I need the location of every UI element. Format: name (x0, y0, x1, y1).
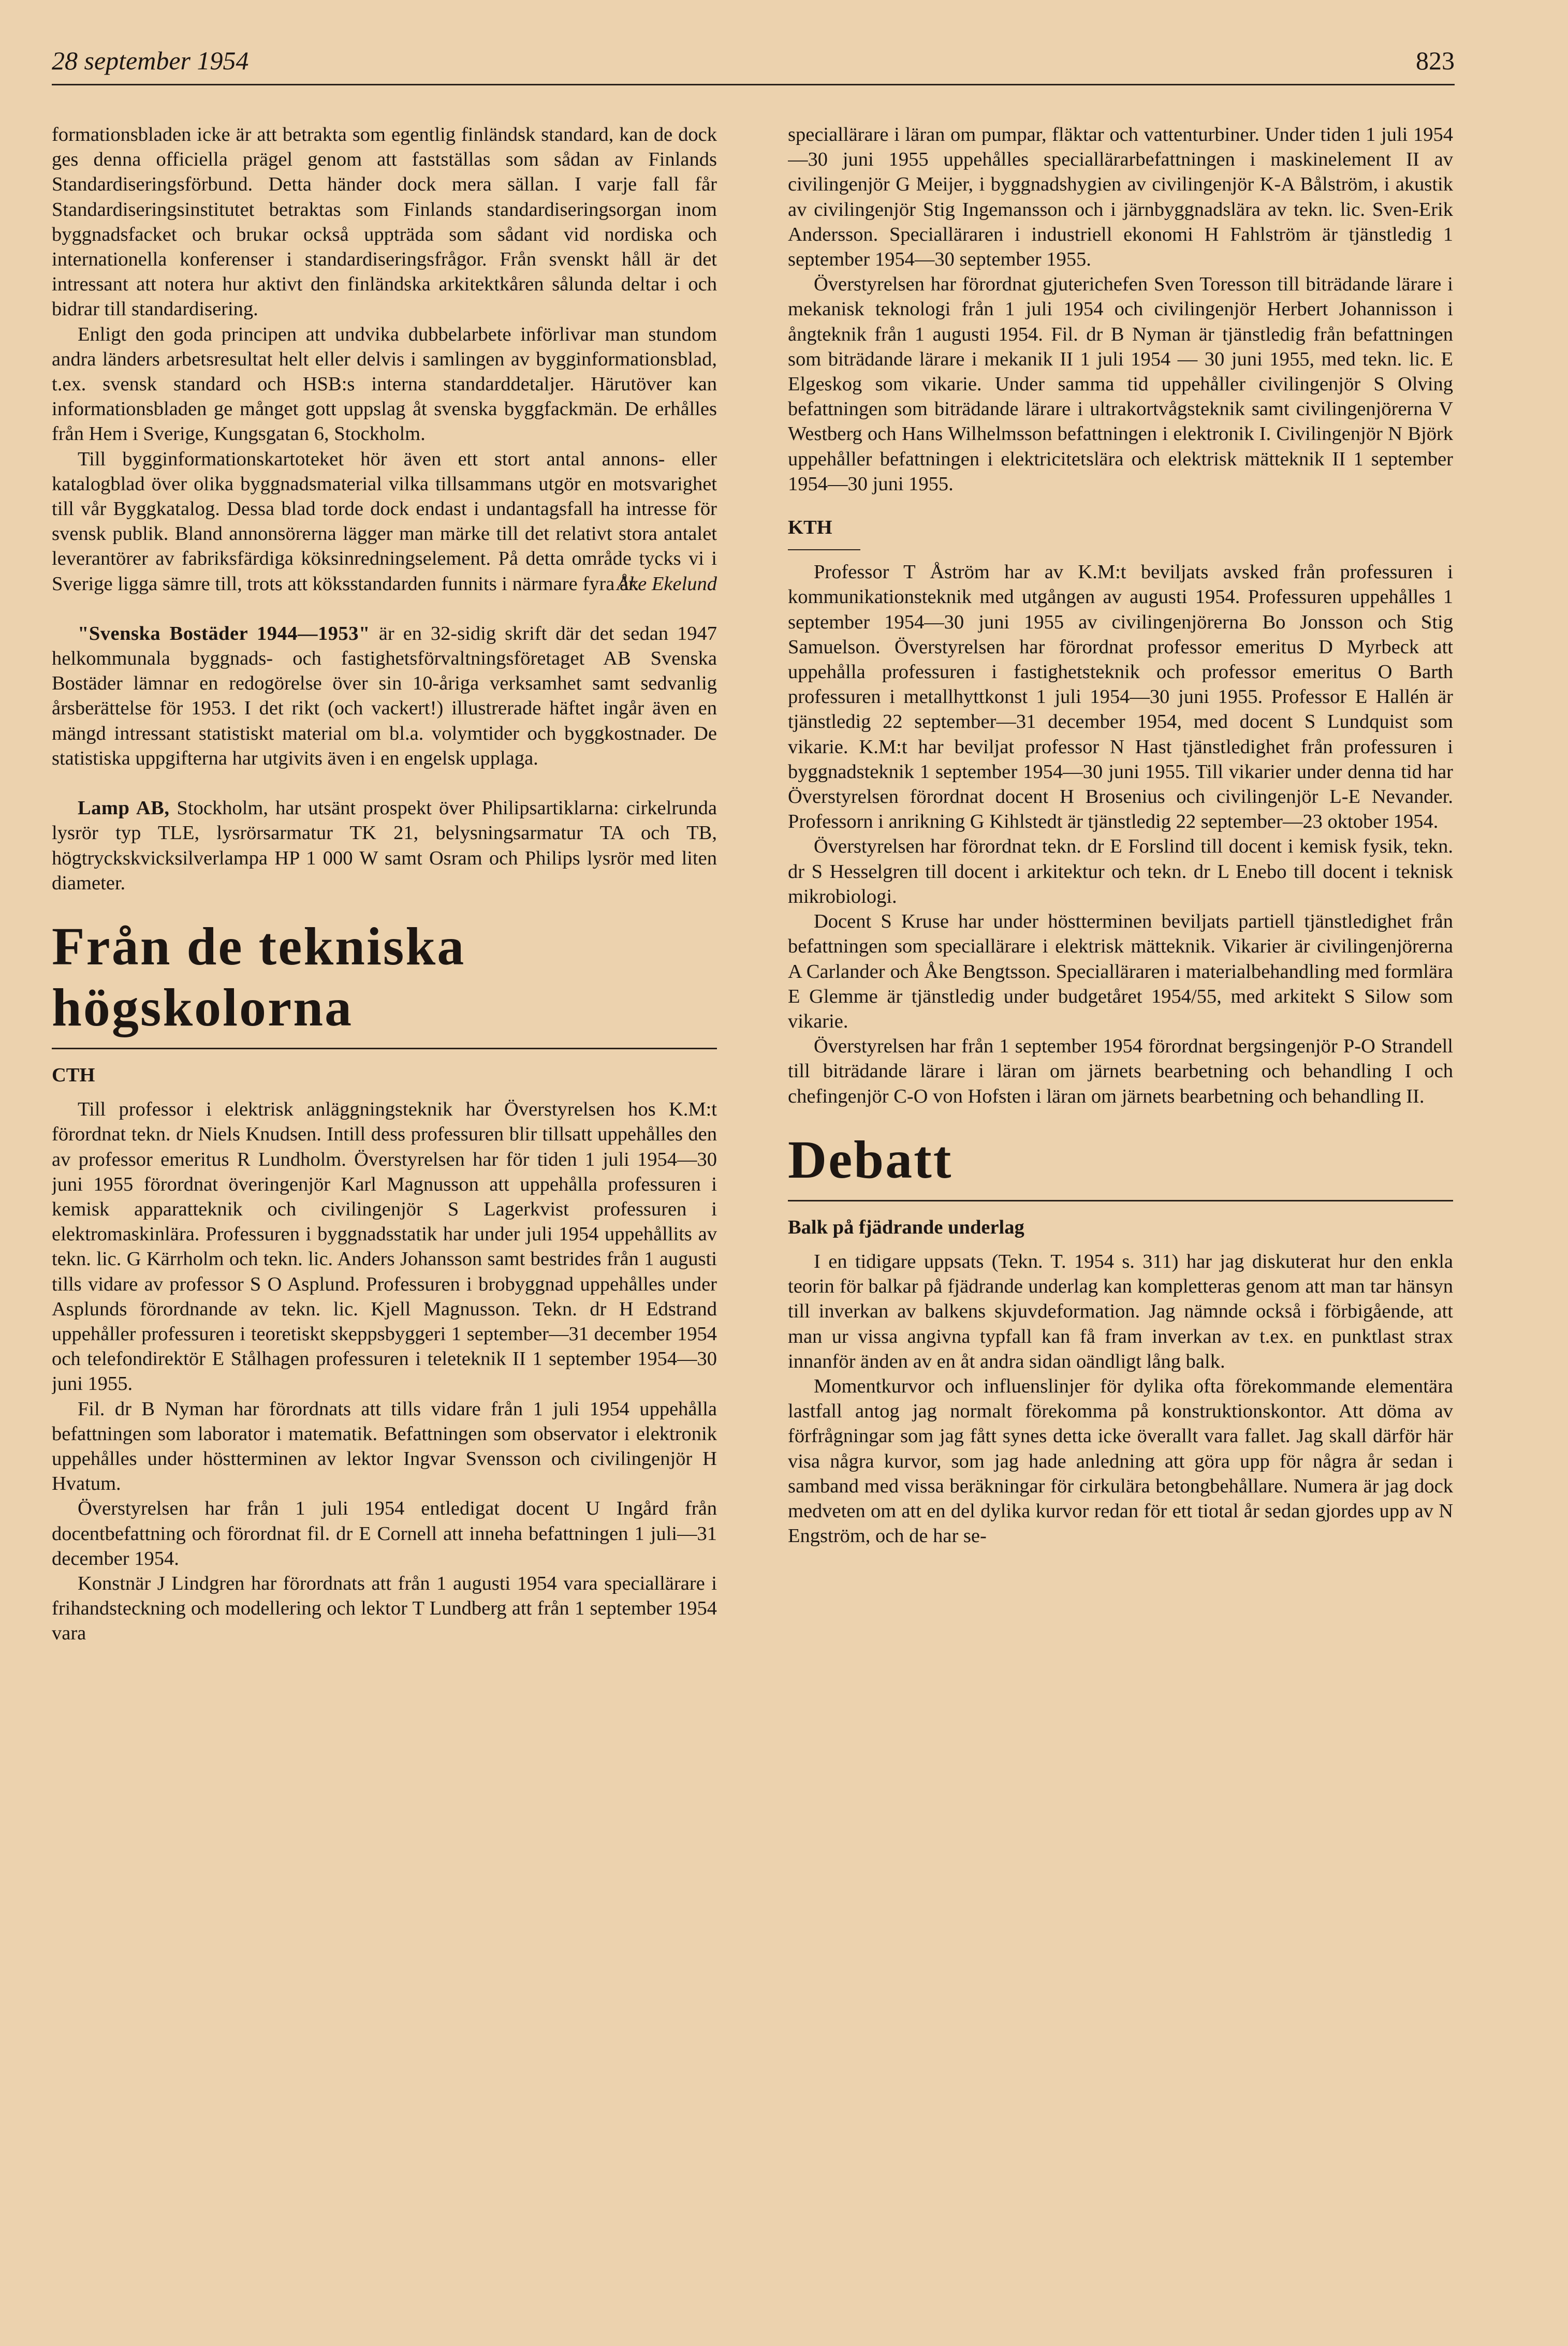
paragraph: Överstyrelsen har från 1 juli 1954 entledigat docent U Ingård från docentbefattning och förordnat fil. dr E Cornell att inneha befattningen 1 juli—31 december 1954. (52, 1498, 717, 1570)
subhead-balk: Balk på fjädrande underlag (788, 1216, 1024, 1238)
section-title-hogskolorna: Från de tekniska högskolorna (52, 916, 466, 1037)
section-title-debatt: Debatt (788, 1130, 953, 1190)
paragraph: Fil. dr B Nyman har förordnats att tills vidare från 1 juli 1954 uppehålla befattningen som laborator i matematik. Befattningen som observator i elektronik uppehålles under höstterminen av lektor Ingvar Svensson och civilingenjör H Hvatum. (52, 1398, 717, 1495)
run-in-title: Lamp AB, (78, 797, 170, 819)
paragraph-text: är en 32-sidig skrift där det sedan 1947 helkommunala byggnads- och fastighetsförvaltningsföretaget AB Svenska Bostäder lämnar en redogörelse över sin 10-åriga verksamhet samt sedvanlig årsberättelse för 1953. I det rikt (och vackert!) illustrerade häftet ingår även en mängd intressant statistiskt material om bl.a. volymtider och byggkostnader. De statistiska uppgifterna har utgivits även i en engelsk upplaga. (52, 622, 717, 769)
left-column (52, 122, 717, 2296)
paragraph: Momentkurvor och influenslinjer för dylika ofta förekommande elementära lastfall antog jag normalt förekomma på konstruktionskontor. Att döma av förfrågningar som jag fått synes detta icke överallt vara fallet. Jag skall därför här visa några kurvor, som jag hade anledning att göra upp för några år sedan i samband med vissa beräkningar för cirkulära betongbehållare. Numera är jag dock medveten om att en del dylika kurvor redan för ett tiotal år sedan gjordes upp av N Engström, och de har se- (788, 1375, 1453, 1547)
paragraph: Konstnär J Lindgren har förordnats att från 1 augusti 1954 vara speciallärare i frihandsteckning och modellering och lektor T Lundberg att från 1 september 1954 vara (52, 1572, 717, 1645)
paragraph: Enligt den goda principen att undvika dubbelarbete införlivar man stundom andra länders arbetsresultat helt eller delvis i samlingen av bygginformationsblad, t.ex. svensk standard och HSB:s interna standarddetaljer. Härutöver kan informationsbladen ge månget gott uppslag åt svenska byggfackmän. De erhålles från Hem i Sverige, Kungsgatan 6, Stockholm. (52, 323, 717, 445)
subhead-kth: KTH (788, 517, 832, 539)
paragraph: Överstyrelsen har förordnat tekn. dr E Forslind till docent i kemisk fysik, tekn. dr S Hesselgren till docent i arkitektur och tekn. dr L Enebo till docent i teknisk mikrobiologi. (788, 835, 1453, 907)
section-rule (52, 1048, 717, 1049)
issue-date: 28 september 1954 (52, 46, 249, 75)
paragraph: Till bygginformationskartoteket hör även ett stort antal annons- eller katalogblad över olika byggnadsmaterial vilka tillsammans utgör en motsvarighet till vår Byggkatalog. Dessa blad torde dock endast i undantagsfall ha intresse för svensk publik. Bland annonsörerna lägger man märke till det relativt stora antalet leverantörer av fabriksfärdiga köksinredningselement. På detta område tycks vi i Sverige ligga sämre till, trots att köksstandarden funnits i närmare fyra år. (52, 448, 717, 595)
paragraph-text: Stockholm, har utsänt prospekt över Philipsartiklarna: cirkelrunda lysrör typ TLE, lysrörsarmatur TK 21, belysningsarmatur TA och TB, högtryckskvicksilverlampa HP 1 000 W samt Osram och Philips lysrör med liten diameter. (52, 797, 717, 894)
paragraph-lamp-ab (52, 796, 717, 896)
paragraph: I en tidigare uppsats (Tekn. T. 1954 s. 311) har jag diskuterat hur den enkla teorin för balkar på fjädrande underlag kan kompletteras genom att man tar hänsyn till inverkan av balkens skjuvdeformation. Jag nämnde också i förbigående, att man ur vissa angivna typfall kan få fram inverkan av t.ex. en punktlast strax innanför änden av en åt andra sidan oändligt lång balk. (788, 1250, 1453, 1372)
run-in-title: "Svenska Bostäder 1944—1953" (78, 622, 370, 644)
signature: Åke Ekelund (617, 573, 717, 595)
paragraph: Till professor i elektrisk anläggningsteknik har Överstyrelsen hos K.M:t förordnat tekn. dr Niels Knudsen. Intill dess professuren blir tillsatt uppehålles den av professor emeritus R Lundholm. Överstyrelsen har för tiden 1 juli 1954—30 juni 1955 förordnat överingenjör Karl Magnusson att uppehålla professuren i kemisk apparatteknik och civilingenjör S Lagerkvist professuren i elektromaskinlära. Professuren i byggnadsstatik har under juli 1954 uppehållits av tekn. lic. G Kärrholm och tekn. lic. Anders Johansson samt bestrides från 1 augusti tills vidare av professor S O Asplund. Professuren i brobyggnad uppehålles under Asplunds förordnande av tekn. lic. Kjell Magnusson. Tekn. dr H Edstrand uppehåller professuren i teoretiskt skeppsbyggeri 1 september—31 december 1954 och telefondirektör E Stålhagen professuren i teleteknik II 1 september 1954—30 juni 1955. (52, 1098, 717, 1395)
subhead-rule (788, 549, 860, 550)
page-header (52, 46, 1455, 87)
subhead-cth: CTH (52, 1064, 95, 1086)
paragraph: Docent S Kruse har under höstterminen beviljats partiell tjänstledighet från befattningen som speciallärare i elektrisk mätteknik. Vikarier är civilingenjörerna A Carlander och Åke Bengtsson. Specialläraren i materialbehandling med formlära E Glemme är tjänstledig under budgetåret 1954/55, med arkitekt S Silow som vikarie. (788, 911, 1453, 1032)
paragraph: Överstyrelsen har förordnat gjuterichefen Sven Toresson till biträdande lärare i mekanisk teknologi från 1 juli 1954 och civilingenjör Herbert Johannisson i ångteknik från 1 augusti 1954. Fil. dr B Nyman är tjänstledig från befattningen som biträdande lärare i mekanik II 1 juli 1954 — 30 juni 1955, med tekn. lic. E Elgeskog som vikarie. Under samma tid uppehåller civilingenjör S Olving befattningen som biträdande lärare i ultrakortvågsteknik samt civilingenjörerna V Westberg och Hans Wilhelmsson befattningen i elektronik I. Civilingenjör N Björk uppehåller befattningen i elektricitetslära och elektrisk mätteknik II 1 september 1954—30 juni 1955. (788, 273, 1453, 495)
header-rule (52, 84, 1455, 85)
paragraph: speciallärare i läran om pumpar, fläktar och vattenturbiner. Under tiden 1 juli 1954—30 juni 1955 uppehålles speciallärarbefattningen i maskinelement II av civilingenjör G Meijer, i byggnadshygien av civilingenjör K-A Bålström, i akustik av civilingenjör Stig Ingemansson och i järnbyggnadslära av tekn. lic. Sven-Erik Andersson. Specialläraren i industriell ekonomi H Fahlström är tjänstledig 1 september 1954—30 september 1955. (788, 124, 1453, 271)
paragraph: formationsbladen icke är att betrakta som egentlig finländsk standard, kan de dock ges denna officiella prägel genom att fastställas som sådan av Finlands Standardiseringsförbund. Detta händer dock mera sällan. I varje fall får Standardiseringsinstitutet betraktas som Finlands standardiseringsorgan inom byggnadsfacket och brukar också uppträda som sådant vid nordiska och internationella konferenser i standardiseringsfrågor. Från svenskt håll är det intressant att notera hur aktivt den finländska arkitektkåren sålunda deltar i och bidrar till standardisering. (52, 124, 717, 320)
paragraph-svenska-bostader (52, 621, 717, 771)
paragraph: Överstyrelsen har från 1 september 1954 förordnat bergsingenjör P-O Strandell till biträdande lärare i läran om järnets bearbetning och behandling I och chefingenjör C-O von Hofsten i läran om järnets bearbetning och behandling II. (788, 1035, 1453, 1107)
right-column (788, 122, 1453, 2296)
section-rule (788, 1200, 1453, 1201)
page-number: 823 (1416, 46, 1455, 75)
paragraph: Professor T Åström har av K.M:t beviljats avsked från professuren i kommunikationsteknik med utgången av augusti 1954. Professuren uppehålles 1 september 1954—30 juni 1955 av civilingenjörerna Bo Jonsson och Stig Samuelson. Överstyrelsen har förordnat professor emeritus D Myrbeck att uppehålla professuren i fastighetsteknik och professor emeritus O Barth professuren i metallhyttkonst 1 juli 1954—30 juni 1955. Professor E Hallén är tjänstledig 22 september—31 december 1954, med docent S Lundquist som vikarie. K.M:t har beviljat professor N Hast tjänstledighet från professuren i byggnadsteknik 1 september 1954—30 juni 1955. Till vikarier under denna tid har Överstyrelsen förordnat docent H Brosenius och civilingenjör L-E Nevander. Professorn i anrikning G Kihlstedt är tjänstledig 22 september—23 oktober 1954. (788, 561, 1453, 833)
